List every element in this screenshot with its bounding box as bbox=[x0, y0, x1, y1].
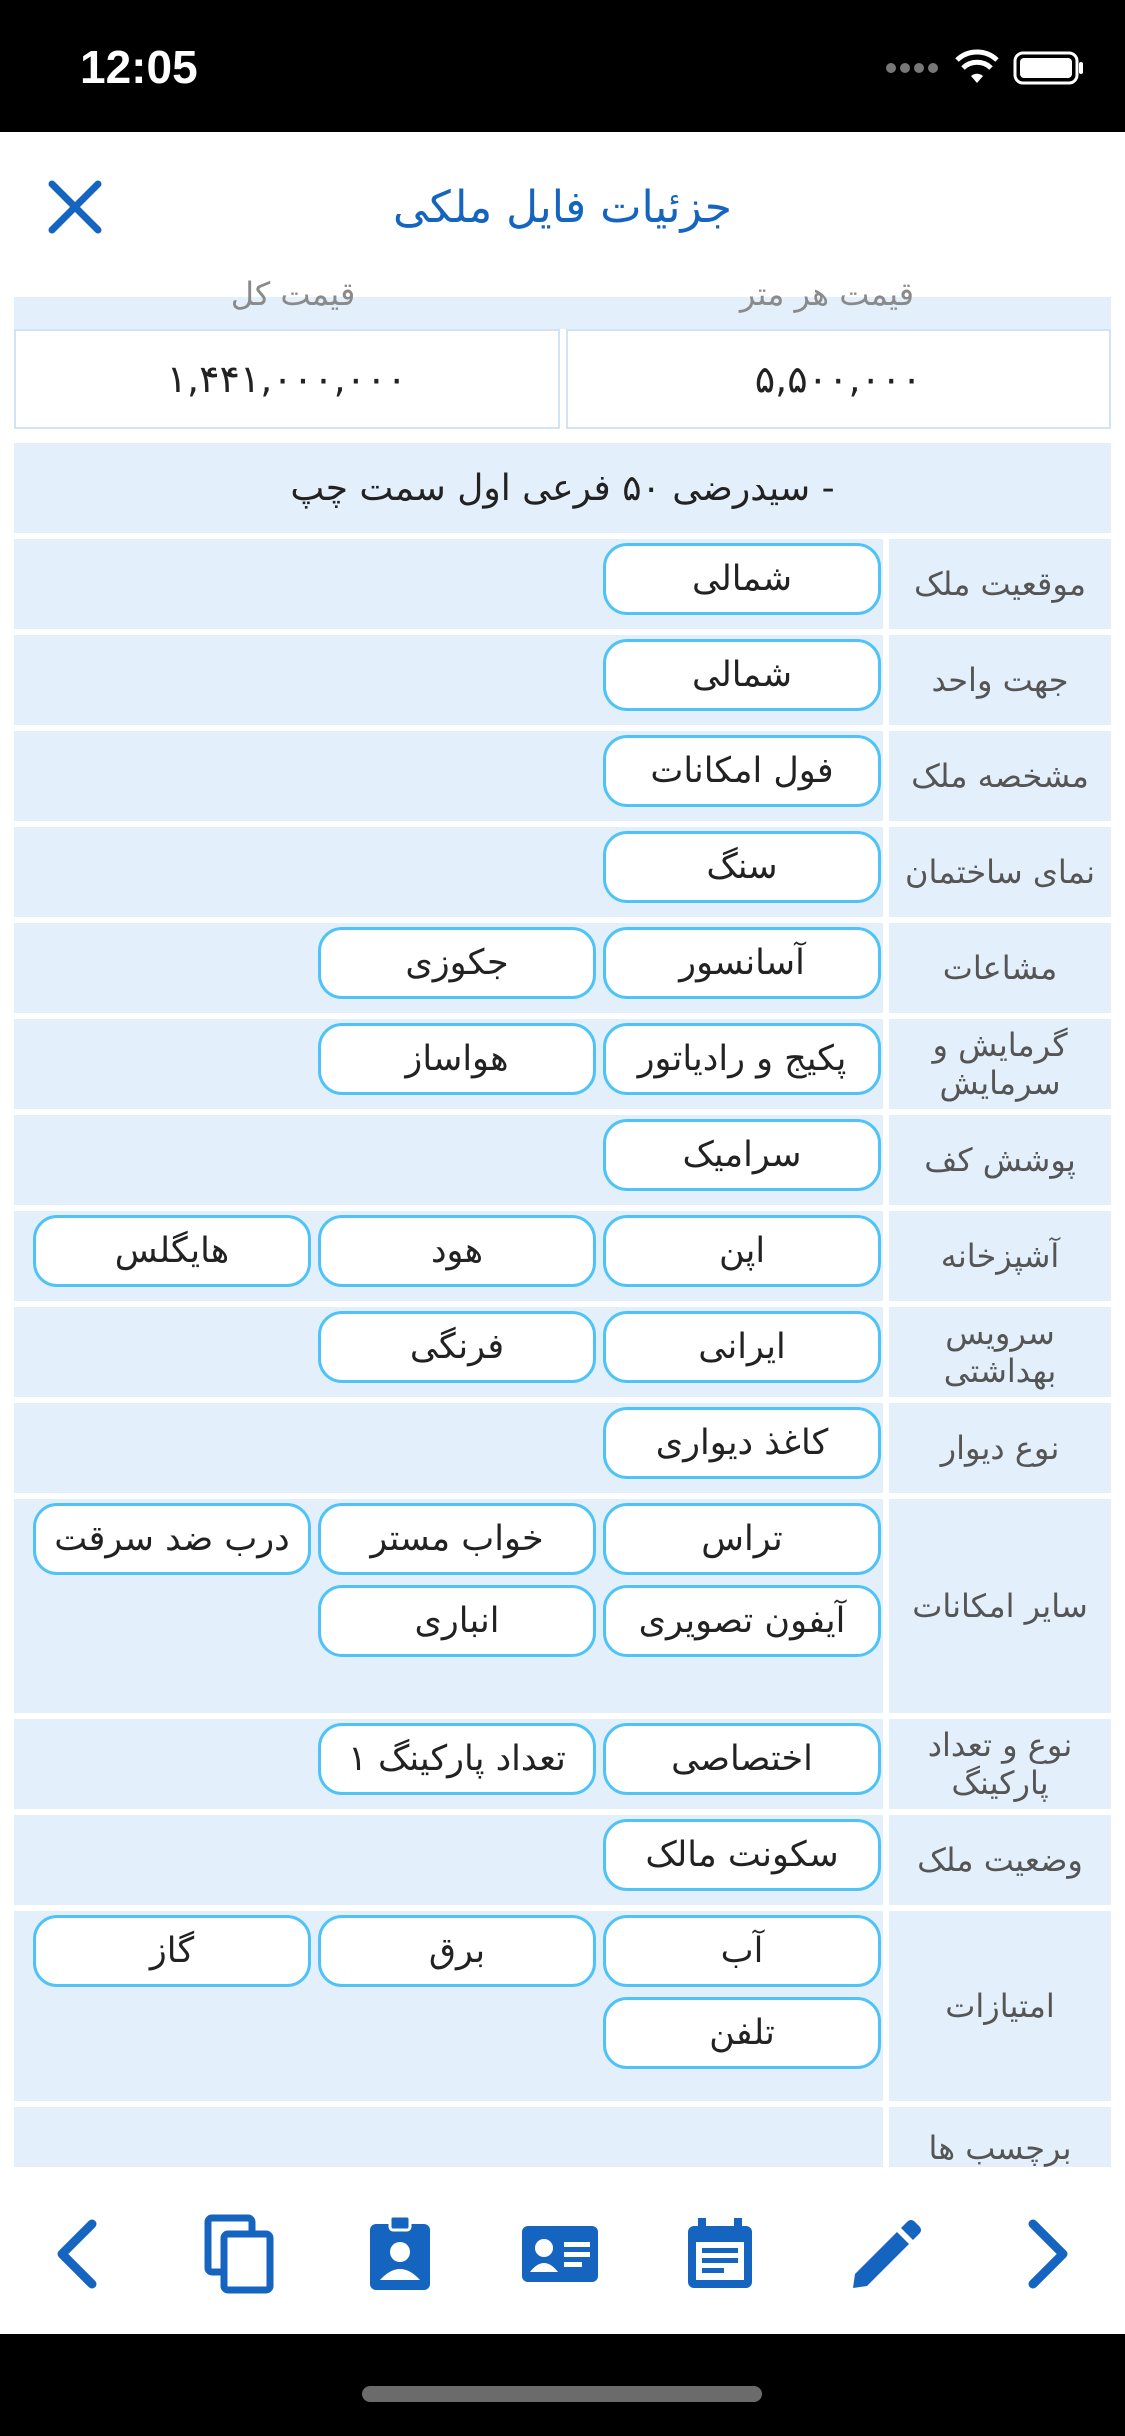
value-chip[interactable]: اپن bbox=[603, 1215, 881, 1287]
attribute-row bbox=[14, 1115, 1111, 1205]
attribute-label: پوشش کف bbox=[889, 1115, 1111, 1205]
attribute-label: مشاعات bbox=[889, 923, 1111, 1013]
page-title: جزئیات فایل ملکی bbox=[393, 182, 732, 233]
attribute-label: سایر امکانات bbox=[889, 1499, 1111, 1713]
attribute-label: وضعیت ملک bbox=[889, 1815, 1111, 1905]
attribute-label: جهت واحد bbox=[889, 635, 1111, 725]
value-chip[interactable]: ایرانی bbox=[603, 1311, 881, 1383]
value-chip[interactable]: هود bbox=[318, 1215, 596, 1287]
edit-icon[interactable] bbox=[845, 2214, 925, 2294]
signal-icon bbox=[885, 62, 941, 74]
attribute-row bbox=[14, 827, 1111, 917]
bottom-toolbar bbox=[0, 2169, 1125, 2334]
value-chip[interactable]: شمالی bbox=[603, 639, 881, 711]
attribute-row bbox=[14, 1307, 1111, 1397]
attribute-values bbox=[14, 1403, 883, 1493]
home-indicator[interactable] bbox=[362, 2386, 762, 2402]
value-chip[interactable]: آیفون تصویری bbox=[603, 1585, 881, 1657]
attribute-values bbox=[14, 827, 883, 917]
value-chip[interactable]: فول امکانات bbox=[603, 735, 881, 807]
price-per-meter-value: ۵,۵۰۰,۰۰۰ bbox=[566, 329, 1112, 429]
value-chip[interactable]: کاغذ دیواری bbox=[603, 1407, 881, 1479]
value-chip[interactable]: انباری bbox=[318, 1585, 596, 1657]
attribute-values bbox=[14, 2107, 883, 2167]
wifi-icon bbox=[955, 51, 999, 85]
price-per-meter-header: قیمت هر متر bbox=[739, 275, 915, 313]
attribute-label: برچسب ها bbox=[889, 2107, 1111, 2167]
value-chip[interactable]: جکوزی bbox=[318, 927, 596, 999]
attribute-values bbox=[14, 1499, 883, 1713]
attribute-row bbox=[14, 635, 1111, 725]
attribute-values bbox=[14, 1115, 883, 1205]
attribute-values bbox=[14, 731, 883, 821]
value-chip[interactable]: سرامیک bbox=[603, 1119, 881, 1191]
attribute-row bbox=[14, 1499, 1111, 1713]
attribute-values bbox=[14, 1307, 883, 1397]
value-chip[interactable]: آب bbox=[603, 1915, 881, 1987]
value-chip[interactable]: تلفن bbox=[603, 1997, 881, 2069]
value-chip[interactable]: خواب مستر bbox=[318, 1503, 596, 1575]
header bbox=[0, 132, 1125, 297]
attribute-values bbox=[14, 1719, 883, 1809]
attribute-row bbox=[14, 1911, 1111, 2101]
chevron-right-icon[interactable] bbox=[1005, 2214, 1085, 2294]
status-bar bbox=[0, 0, 1125, 132]
calendar-icon[interactable] bbox=[680, 2214, 760, 2294]
home-area bbox=[0, 2334, 1125, 2436]
attribute-values bbox=[14, 1911, 883, 2101]
attribute-label: گرمایش و سرمایش bbox=[889, 1019, 1111, 1109]
attribute-label: مشخصه ملک bbox=[889, 731, 1111, 821]
attribute-label: سرویس بهداشتی bbox=[889, 1307, 1111, 1397]
value-chip[interactable]: تراس bbox=[603, 1503, 881, 1575]
contact-badge-icon[interactable] bbox=[360, 2214, 440, 2294]
attribute-row bbox=[14, 1403, 1111, 1493]
value-chip[interactable]: پکیج و رادیاتور bbox=[603, 1023, 881, 1095]
value-chip[interactable]: تعداد پارکینگ ۱ bbox=[318, 1723, 596, 1795]
attribute-label: نمای ساختمان bbox=[889, 827, 1111, 917]
attribute-row bbox=[14, 2107, 1111, 2167]
value-chip[interactable]: سکونت مالک bbox=[603, 1819, 881, 1891]
attribute-label: موقعیت ملک bbox=[889, 539, 1111, 629]
value-chip[interactable]: فرنگی bbox=[318, 1311, 596, 1383]
attribute-row bbox=[14, 1211, 1111, 1301]
contact-card-icon[interactable] bbox=[520, 2214, 600, 2294]
attribute-values bbox=[14, 539, 883, 629]
value-chip[interactable]: برق bbox=[318, 1915, 596, 1987]
attribute-values bbox=[14, 1019, 883, 1109]
value-chip[interactable]: آسانسور bbox=[603, 927, 881, 999]
attribute-row bbox=[14, 539, 1111, 629]
status-icons bbox=[885, 48, 1085, 88]
attribute-values bbox=[14, 635, 883, 725]
value-chip[interactable]: گاز bbox=[33, 1915, 311, 1987]
value-chip[interactable]: درب ضد سرقت bbox=[33, 1503, 311, 1575]
value-chip[interactable]: سنگ bbox=[603, 831, 881, 903]
attribute-values bbox=[14, 1211, 883, 1301]
value-chip[interactable]: شمالی bbox=[603, 543, 881, 615]
attribute-row bbox=[14, 923, 1111, 1013]
total-price-header: قیمت کل bbox=[230, 275, 356, 313]
price-row bbox=[14, 329, 1111, 429]
attribute-label: نوع و تعداد پارکینگ bbox=[889, 1719, 1111, 1809]
attribute-values bbox=[14, 923, 883, 1013]
price-header-row bbox=[14, 275, 1111, 329]
total-price-value: ۱,۴۴۱,۰۰۰,۰۰۰ bbox=[14, 329, 560, 429]
file-details-content[interactable] bbox=[0, 275, 1125, 2169]
attribute-row bbox=[14, 731, 1111, 821]
attribute-row bbox=[14, 1019, 1111, 1109]
attribute-values bbox=[14, 1815, 883, 1905]
attribute-label: امتیازات bbox=[889, 1911, 1111, 2101]
attribute-label: نوع دیوار bbox=[889, 1403, 1111, 1493]
copy-icon[interactable] bbox=[200, 2214, 280, 2294]
attribute-row bbox=[14, 1815, 1111, 1905]
address: - سیدرضی ۵۰ فرعی اول سمت چپ bbox=[14, 443, 1111, 533]
battery-icon bbox=[1013, 51, 1085, 85]
chevron-left-icon[interactable] bbox=[40, 2214, 120, 2294]
attribute-label: آشپزخانه bbox=[889, 1211, 1111, 1301]
value-chip[interactable]: اختصاصی bbox=[603, 1723, 881, 1795]
value-chip[interactable]: هایگلس bbox=[33, 1215, 311, 1287]
value-chip[interactable]: هواساز bbox=[318, 1023, 596, 1095]
status-time: 12:05 bbox=[80, 41, 198, 93]
attribute-row bbox=[14, 1719, 1111, 1809]
